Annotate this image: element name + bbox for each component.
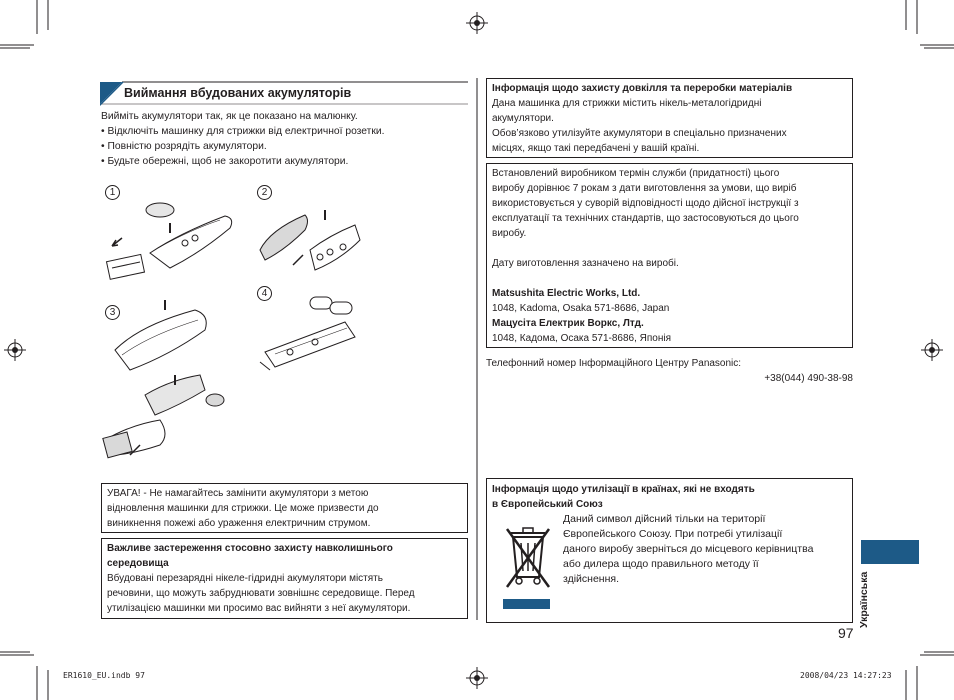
registration-mark-top [466,12,488,34]
language-tab-marker [861,540,919,564]
crossed-bin-icon [503,525,553,615]
bullet-item: • Повністю розрядіть акумулятори. [101,141,267,152]
recycling-info-title: Інформація щодо захисту довкілля та переробки матеріалів [492,83,793,94]
registration-mark-left [4,339,26,361]
manufacturer-address-ua: 1048, Кадома, Осака 571-8686, Японія [492,333,672,344]
manufacturer-address-en: 1048, Kadoma, Osaka 571-8686, Japan [492,303,670,314]
disposal-info-title: Інформація щодо утилізації в країнах, які не входять [492,484,755,495]
bullet-item: • Будьте обережні, щоб не закоротити акумулятори. [101,156,349,167]
illustration-step-2 [255,205,365,285]
figure-number-3: 3 [105,305,120,320]
environment-notice-title: Важливе застереження стосовно захисту навколишнього [107,543,393,554]
footer-timestamp: 2008/04/23 14:27:23 [800,671,892,680]
manufacturer-name-en: Matsushita Electric Works, Ltd. [492,288,641,299]
figure-number-1: 1 [105,185,120,200]
service-life-box: Встановлений виробником термін служби (придатності) цього виробу дорівнює 7 рокам з дати виготовлення за умови, що виріб використовується у суворій відповідності щодо дійсної інструкції з експлуатації та технічних стандартів, що застосовуються до цього виробу. Дату виготовлення зазначено на виробі. Matsushita Electric Works, Ltd. 1048, Kadoma, Osaka 571-8686, Japan Мацусіта Електрик Воркс, Лтд. 1048, Кадома, Осака 571-8686, Японія [486,163,853,348]
manufacture-date-note: Дату виготовлення зазначено на виробі. [492,258,679,269]
illustration-step-1 [100,198,240,288]
registration-mark-right [921,339,943,361]
bullet-item: • Відключіть машинку для стрижки від електричної розетки. [101,126,385,137]
language-tab-label: Українська [858,571,870,628]
figure-number-2: 2 [257,185,272,200]
recycling-info-box: Інформація щодо захисту довкілля та переробки матеріалів Дана машинка для стрижки містить нікель-металогідридні акумулятори. Обов’язково утилізуйте акумулятори в спеціально призначених місцях, якщо такі передбачені у вашій країні. [486,78,853,158]
section-title: Виймання вбудованих акумуляторів [124,86,352,100]
phone-label: Телефонний номер Інформаційного Центру Panasonic: [486,358,742,369]
phone-number: +38(044) 490-38-98 [764,373,853,384]
warning-box: УВАГА! - Не намагайтесь замінити акумулятори з метою відновлення машинки для стрижки. Це може призвести до виникнення пожежі або ураження електричним струмом. [101,483,468,533]
registration-mark-bottom [466,667,488,689]
intro-text: Вийміть акумулятори так, як це показано на малюнку. • Відключіть машинку для стрижки від електричної розетки. • Повністю розрядіть акумулятори. • Будьте обережні, щоб не закоротити акумулятори. [101,111,385,167]
environment-notice-box: Важливе застереження стосовно захисту навколишнього середовища Вбудовані перезарядні нікеле-гідридні акумулятори містять речовини, що можуть забруднювати зовнішнє середовище. Перед утилізацією машинки ми просимо вас вийняти з неї акумулятори. [101,538,468,619]
page-number: 97 [838,625,854,641]
illustration-step-4 [255,292,365,372]
disposal-info-box: Інформація щодо утилізації в країнах, які не входять в Європейський Союз Даний символ дійсний тільки на території Європейського Союзу. При потребі утилізації даного виробу зверніться до місцевого керівництва або дилера щодо правильного методу її здійснення. [486,478,853,623]
illustration-step-3 [100,295,225,465]
figure-number-4: 4 [257,286,272,301]
footer-file: ER1610_EU.indb 97 [63,671,145,680]
manufacturer-name-ua: Мацусіта Електрик Воркс, Лтд. [492,318,644,329]
